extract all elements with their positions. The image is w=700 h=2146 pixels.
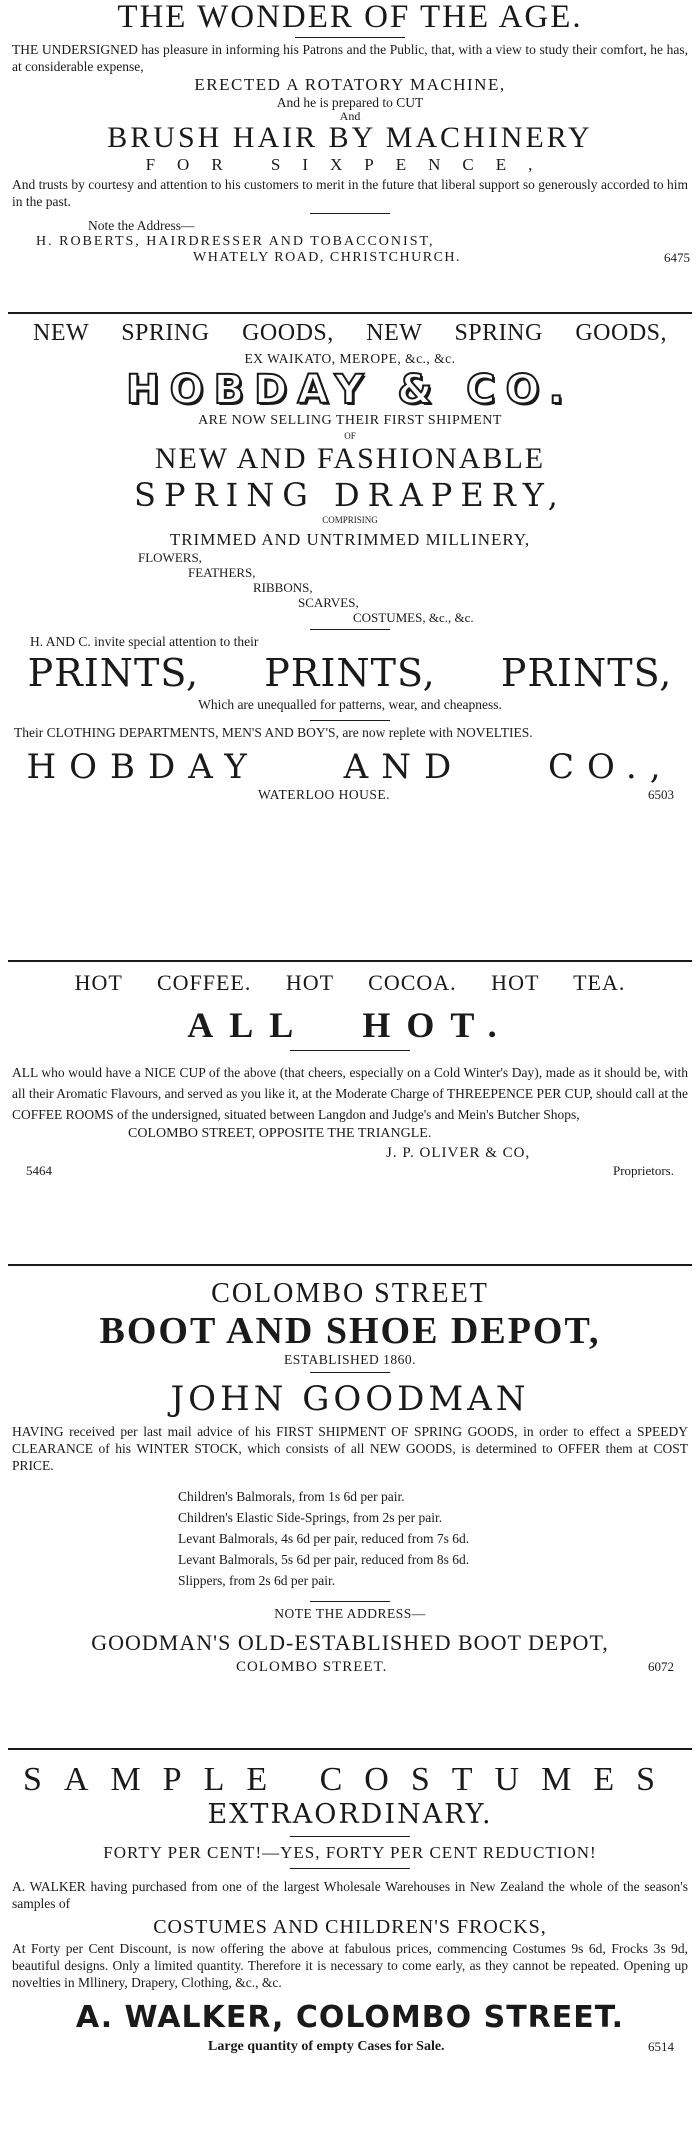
ad2-item-scarves: SCARVES, bbox=[298, 595, 359, 610]
ad2-ex-ships: EX WAIKATO, MEROPE, &c., &c. bbox=[244, 351, 456, 366]
ad1-erected: ERECTED A ROTATORY MACHINE, bbox=[194, 75, 506, 94]
ad2-trimmed: TRIMMED AND UNTRIMMED MILLINERY, bbox=[169, 530, 531, 549]
ad2-item-ribbons: RIBBONS, bbox=[253, 580, 313, 595]
ad1-sixpence: FOR SIXPENCE, bbox=[145, 155, 555, 174]
section-rule bbox=[8, 312, 692, 314]
ad4-note: NOTE THE ADDRESS— bbox=[274, 1606, 426, 1621]
ad2-prints: PRINTS, PRINTS, PRINTS, bbox=[27, 651, 673, 695]
ad5-cases: Large quantity of empty Cases for Sale. bbox=[208, 2039, 445, 2054]
ad5-extraordinary: EXTRAORDINARY. bbox=[207, 1799, 493, 1830]
ad2-item-costumes: COSTUMES, &c., &c. bbox=[353, 610, 474, 625]
ad4-goodmans-depot: GOODMAN'S OLD-ESTABLISHED BOOT DEPOT, bbox=[91, 1630, 609, 1655]
ad2-unequalled: Which are unequalled for patterns, wear, and cheapness. bbox=[198, 697, 502, 712]
ad5-body-intro: A. WALKER having purchased from one of the largest Wholesale Warehouses in New Zealand the whole of the season's samples of bbox=[12, 1879, 688, 1911]
ad4-price-item: Levant Balmorals, 5s 6d per pair, reduced from 8s 6d. bbox=[178, 1552, 470, 1567]
ad2-new-fashionable: NEW AND FASHIONABLE bbox=[154, 442, 546, 475]
ad3-hot-drinks: HOT COFFEE. HOT COCOA. HOT TEA. bbox=[74, 970, 626, 995]
ad4-price-item: Slippers, from 2s 6d per pair. bbox=[178, 1573, 336, 1588]
ad2-item-feathers: FEATHERS, bbox=[188, 565, 256, 580]
ad2-hobday-and-co: HOBDAY AND CO., bbox=[26, 747, 674, 787]
ad4-john-goodman: JOHN GOODMAN bbox=[170, 1379, 530, 1419]
ad2-waterloo: WATERLOO HOUSE. bbox=[258, 787, 390, 802]
ad-wonder-of-the-age bbox=[8, 0, 692, 312]
ad2-comprising: COMPRISING bbox=[322, 515, 378, 525]
ad4-price-list bbox=[8, 1486, 692, 1591]
ad1-note: Note the Address— bbox=[88, 218, 195, 233]
ad1-address-line2: WHATELY ROAD, CHRISTCHURCH. bbox=[193, 250, 462, 265]
ad1-intro: THE UNDERSIGNED has pleasure in informing his Patrons and the Public, that, with a view to study their comfort, he has, at considerable expense, bbox=[12, 42, 688, 74]
ad-sample-costumes bbox=[8, 1760, 692, 2146]
ad4-established: ESTABLISHED 1860. bbox=[284, 1352, 416, 1367]
ad2-spring-drapery: SPRING DRAPERY, bbox=[134, 476, 566, 514]
ad5-body-offer: At Forty per Cent Discount, is now offering the above at fabulous prices, commencing Costumes 9s 6d, Frocks 3s 9d, beautiful designs. Only a limited quantity. Therefore it is necessary to come early, as they cannot be repeated. Opening up novelties in Mllinery, Drapery, Clothing, &c., &c. bbox=[12, 1941, 688, 1990]
ad4-price-item: Children's Elastic Side-Springs, from 2s per pair. bbox=[178, 1510, 443, 1525]
ad3-number: 5464 bbox=[26, 1163, 52, 1178]
ad4-boot-and-shoe: BOOT AND SHOE DEPOT, bbox=[99, 1310, 601, 1352]
ad1-prepared: And he is prepared to CUT bbox=[276, 95, 424, 110]
ad1-trusts: And trusts by courtesy and attention to his customers to merit in the future that liberal support so generously accorded to him in the past. bbox=[12, 177, 688, 209]
ad-boot-and-shoe-depot bbox=[8, 1278, 692, 1748]
ad5-walker-colombo: A. WALKER, COLOMBO STREET. bbox=[75, 2000, 625, 2035]
ad1-title: THE WONDER OF THE AGE. bbox=[117, 0, 583, 35]
ad1-address-line1: H. ROBERTS, HAIRDRESSER AND TOBACCONIST, bbox=[36, 234, 435, 249]
section-rule bbox=[8, 960, 692, 962]
ad2-spring-goods: NEW SPRING GOODS, NEW SPRING GOODS, bbox=[33, 320, 667, 346]
ad-hobday-spring-goods bbox=[8, 316, 692, 960]
ad2-clothing: Their CLOTHING DEPARTMENTS, MEN'S AND BOY'S, are now replete with NOVELTIES. bbox=[14, 725, 533, 740]
section-rule bbox=[8, 1264, 692, 1266]
ad1-number: 6475 bbox=[664, 250, 690, 265]
ad2-item-flowers: FLOWERS, bbox=[138, 550, 202, 565]
ad1-and: And bbox=[339, 109, 361, 123]
ad3-all-hot: ALL HOT. bbox=[187, 1005, 513, 1045]
divider bbox=[310, 1372, 390, 1373]
ad5-costumes-frocks: COSTUMES AND CHILDREN'S FROCKS, bbox=[153, 1916, 547, 1938]
ad4-price-item: Levant Balmorals, 4s 6d per pair, reduced from 7s 6d. bbox=[178, 1531, 470, 1546]
ad4-number: 6072 bbox=[648, 1659, 674, 1674]
ad2-number: 6503 bbox=[648, 787, 674, 802]
ad2-selling: ARE NOW SELLING THEIR FIRST SHIPMENT bbox=[198, 413, 502, 428]
divider bbox=[290, 1050, 410, 1051]
ad4-price-item: Children's Balmorals, from 1s 6d per pair. bbox=[178, 1489, 405, 1504]
ad2-attention: H. AND C. invite special attention to their bbox=[30, 634, 259, 649]
ad4-body: HAVING received per last mail advice of his FIRST SHIPMENT OF SPRING GOODS, in order to effect a SPEEDY CLEARANCE of his WINTER STOCK, which consists of all NEW GOODS, is determined to OFFER them at COST PRICE. bbox=[12, 1424, 688, 1473]
ad3-body: ALL who would have a NICE CUP of the above (that cheers, especially on a Cold Winter's Day), made as it should be, with all their Aromatic Flavours, and served as you like it, at the Moderate Charge of THREEPENCE PER CUP, should call at the COFFEE ROOMS of the undersigned, situated between Langdon and Judge's and Mein's Butcher Shops, bbox=[12, 1065, 688, 1122]
ad4-colombo-street: COLOMBO STREET bbox=[211, 1278, 489, 1309]
divider bbox=[290, 1836, 410, 1837]
ad2-of: OF bbox=[344, 431, 356, 441]
ad-all-hot bbox=[8, 968, 692, 1264]
ad5-number: 6514 bbox=[648, 2039, 674, 2054]
ad2-hobday-logo: HOBDAY & CO. bbox=[126, 367, 574, 413]
ad5-forty-per-cent: FORTY PER CENT!—YES, FORTY PER CENT REDUCTION! bbox=[103, 1843, 597, 1862]
ad5-sample-costumes: SAMPLE COSTUMES bbox=[22, 1761, 677, 1798]
ad3-location: COLOMBO STREET, OPPOSITE THE TRIANGLE. bbox=[128, 1126, 432, 1141]
divider bbox=[310, 213, 390, 214]
section-rule bbox=[8, 1748, 692, 1750]
divider bbox=[295, 37, 405, 38]
divider bbox=[310, 629, 390, 630]
ad3-proprietors: Proprietors. bbox=[612, 1163, 674, 1178]
ad1-brush-hair: BRUSH HAIR BY MACHINERY bbox=[107, 121, 593, 154]
divider bbox=[290, 1868, 410, 1869]
divider bbox=[310, 1601, 390, 1602]
ad3-signature: J. P. OLIVER & CO, bbox=[386, 1145, 531, 1161]
divider bbox=[310, 720, 390, 721]
ad4-street: COLOMBO STREET. bbox=[236, 1659, 388, 1675]
